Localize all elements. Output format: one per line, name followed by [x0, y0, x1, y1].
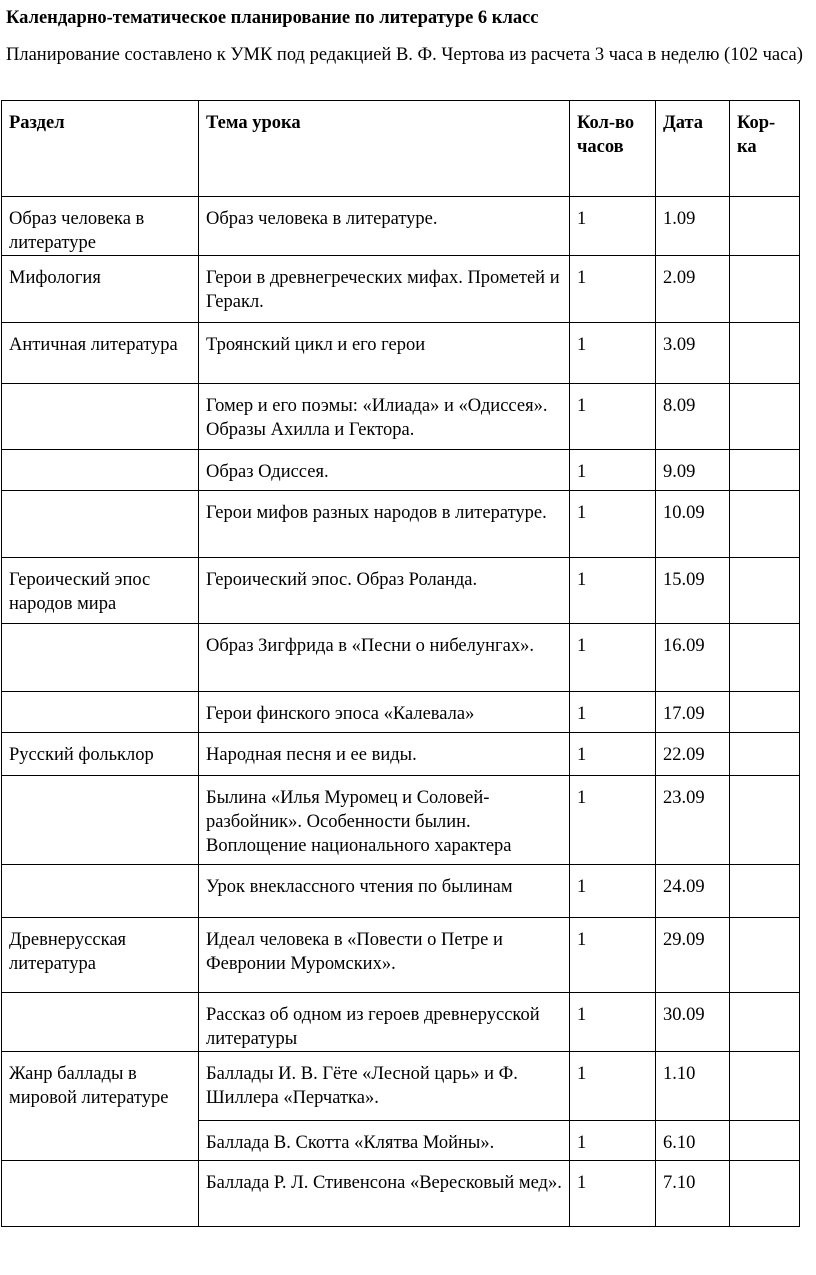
section-cell: Древнерусская литература [2, 918, 199, 993]
table-row [2, 323, 800, 384]
hours-cell: 1 [570, 450, 656, 491]
hours-cell: 1 [570, 491, 656, 558]
topic-cell: Герои в древнегреческих мифах. Прометей и Геракл. [199, 256, 570, 323]
table-row [2, 993, 800, 1052]
section-cell [2, 776, 199, 865]
topic-cell: Троянский цикл и его герои [199, 323, 570, 384]
table-row [2, 491, 800, 558]
topic-cell: Герои мифов разных народов в литературе. [199, 491, 570, 558]
date-cell: 6.10 [656, 1121, 730, 1161]
correction-cell [730, 1121, 800, 1161]
topic-cell: Баллады И. В. Гёте «Лесной царь» и Ф. Шиллера «Перчатка». [199, 1052, 570, 1121]
hours-cell: 1 [570, 323, 656, 384]
table-row [2, 256, 800, 323]
topic-cell: Образ человека в литературе. [199, 197, 570, 256]
date-cell: 9.09 [656, 450, 730, 491]
hours-cell: 1 [570, 256, 656, 323]
hours-cell: 1 [570, 776, 656, 865]
header-section: Раздел [2, 101, 199, 197]
section-cell: Образ человека в литературе [2, 197, 199, 256]
hours-cell: 1 [570, 865, 656, 918]
hours-cell: 1 [570, 918, 656, 993]
table-row [2, 865, 800, 918]
section-cell: Героический эпос народов мира [2, 558, 199, 624]
date-cell: 22.09 [656, 733, 730, 776]
table-row [2, 733, 800, 776]
topic-cell: Герои финского эпоса «Калевала» [199, 692, 570, 733]
table-row [2, 197, 800, 256]
date-cell: 23.09 [656, 776, 730, 865]
topic-cell: Героический эпос. Образ Роланда. [199, 558, 570, 624]
correction-cell [730, 1161, 800, 1227]
correction-cell [730, 197, 800, 256]
section-cell [2, 624, 199, 692]
hours-cell: 1 [570, 1121, 656, 1161]
table-row [2, 558, 800, 624]
correction-cell [730, 918, 800, 993]
table-row [2, 1161, 800, 1227]
topic-cell: Образ Одиссея. [199, 450, 570, 491]
date-cell: 29.09 [656, 918, 730, 993]
correction-cell [730, 776, 800, 865]
topic-cell: Рассказ об одном из героев древнерусской литературы [199, 993, 570, 1052]
date-cell: 15.09 [656, 558, 730, 624]
topic-cell: Былина «Илья Муромец и Соловей-разбойник». Особенности былин. Воплощение национального характера [199, 776, 570, 865]
date-cell: 24.09 [656, 865, 730, 918]
topic-cell: Народная песня и ее виды. [199, 733, 570, 776]
correction-cell [730, 624, 800, 692]
header-hours: Кол-во часов [570, 101, 656, 197]
section-cell: Мифология [2, 256, 199, 323]
date-cell: 8.09 [656, 384, 730, 450]
date-cell: 1.09 [656, 197, 730, 256]
date-cell: 30.09 [656, 993, 730, 1052]
hours-cell: 1 [570, 624, 656, 692]
header-correction: Кор-ка [730, 101, 800, 197]
table-body [2, 197, 800, 1227]
section-cell [2, 450, 199, 491]
correction-cell [730, 993, 800, 1052]
date-cell: 3.09 [656, 323, 730, 384]
correction-cell [730, 384, 800, 450]
topic-cell: Образ Зигфрида в «Песни о нибелунгах». [199, 624, 570, 692]
hours-cell: 1 [570, 993, 656, 1052]
section-cell: Русский фольклор [2, 733, 199, 776]
correction-cell [730, 323, 800, 384]
hours-cell: 1 [570, 692, 656, 733]
section-cell [2, 384, 199, 450]
table-header-row [2, 101, 800, 197]
table-row [2, 918, 800, 993]
section-cell [2, 1161, 199, 1227]
section-cell: Жанр баллады в мировой литературе [2, 1052, 199, 1161]
table-row [2, 1052, 800, 1121]
correction-cell [730, 256, 800, 323]
date-cell: 17.09 [656, 692, 730, 733]
intro-paragraph: Планирование составлено к УМК под редакцией В. Ф. Чертова из расчета 3 часа в неделю (102 часа) [6, 45, 803, 65]
hours-cell: 1 [570, 1052, 656, 1121]
correction-cell [730, 733, 800, 776]
section-cell [2, 993, 199, 1052]
hours-cell: 1 [570, 197, 656, 256]
lesson-plan-table [1, 100, 800, 1227]
correction-cell [730, 692, 800, 733]
topic-cell: Баллада Р. Л. Стивенсона «Вересковый мед». [199, 1161, 570, 1227]
correction-cell [730, 1052, 800, 1121]
table-row [2, 450, 800, 491]
hours-cell: 1 [570, 1161, 656, 1227]
date-cell: 10.09 [656, 491, 730, 558]
topic-cell: Гомер и его поэмы: «Илиада» и «Одиссея». Образы Ахилла и Гектора. [199, 384, 570, 450]
table-row [2, 624, 800, 692]
correction-cell [730, 450, 800, 491]
table-row [2, 692, 800, 733]
header-date: Дата [656, 101, 730, 197]
section-cell: Античная литература [2, 323, 199, 384]
topic-cell: Идеал человека в «Повести о Петре и Февронии Муромских». [199, 918, 570, 993]
date-cell: 2.09 [656, 256, 730, 323]
page-title: Календарно-тематическое планирование по литературе 6 класс [6, 8, 539, 28]
table-row [2, 384, 800, 450]
topic-cell: Урок внеклассного чтения по былинам [199, 865, 570, 918]
hours-cell: 1 [570, 384, 656, 450]
section-cell [2, 692, 199, 733]
topic-cell: Баллада В. Скотта «Клятва Мойны». [199, 1121, 570, 1161]
table-row [2, 776, 800, 865]
correction-cell [730, 558, 800, 624]
section-cell [2, 491, 199, 558]
header-topic: Тема урока [199, 101, 570, 197]
hours-cell: 1 [570, 558, 656, 624]
section-cell [2, 865, 199, 918]
correction-cell [730, 865, 800, 918]
hours-cell: 1 [570, 733, 656, 776]
date-cell: 7.10 [656, 1161, 730, 1227]
date-cell: 16.09 [656, 624, 730, 692]
date-cell: 1.10 [656, 1052, 730, 1121]
correction-cell [730, 491, 800, 558]
